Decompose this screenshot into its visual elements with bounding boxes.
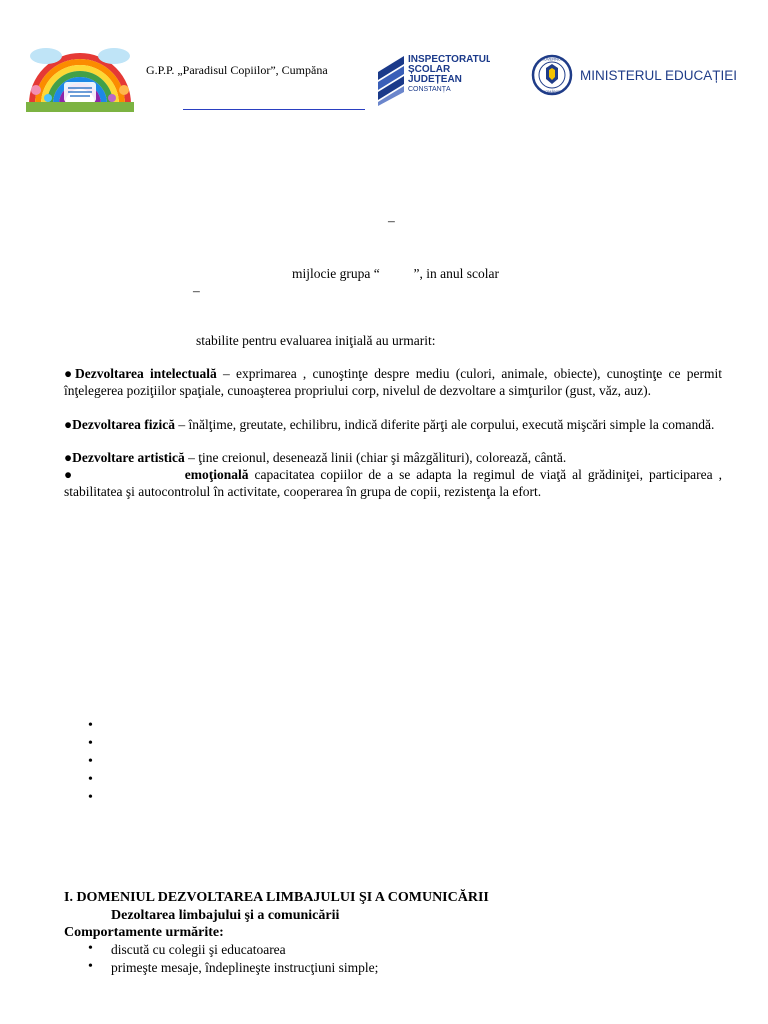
development-item-physical xyxy=(64,416,722,433)
item-title: Dezvoltarea intelectuală xyxy=(75,366,217,381)
bullet: ● xyxy=(64,467,75,482)
behaviors-label: Comportamente urmărite: xyxy=(64,925,224,940)
behavior-item: • primeşte mesaje, îndeplineşte instrucţiuni simple; xyxy=(88,959,688,977)
svg-text:ȘCOLAR: ȘCOLAR xyxy=(408,64,451,75)
bullet: ● xyxy=(64,366,76,381)
empty-bullet xyxy=(88,773,128,791)
bullet: ● xyxy=(64,450,73,465)
svg-text:CONSTANȚA: CONSTANȚA xyxy=(408,86,451,93)
item-title: Dezvoltarea fizică xyxy=(72,417,175,432)
group-line: mijlocie grupa “ ”, in anul scolar xyxy=(292,266,499,281)
item-title: Dezvoltare artistică xyxy=(72,450,185,465)
svg-text:JUDEȚEAN: JUDEȚEAN xyxy=(408,74,462,85)
dash-line-2: – xyxy=(193,283,200,298)
empty-bullet xyxy=(88,791,128,809)
development-item-intellectual xyxy=(64,365,722,399)
evaluation-intro: stabilite pentru evaluarea iniţială au urmarit: xyxy=(196,333,436,348)
empty-bullet xyxy=(88,737,128,755)
development-item-emotional xyxy=(64,466,722,500)
item-text: – ţine creionul, desenează linii (chiar şi mâzgălituri), colorează, cântă. xyxy=(184,450,567,465)
development-item-artistic xyxy=(64,449,722,466)
kindergarten-logo xyxy=(26,42,134,112)
section-subtitle: Dezoltarea limbajului şi a comunicării xyxy=(111,908,340,923)
svg-text:GUVERNUL: GUVERNUL xyxy=(540,56,564,62)
section-title: I. DOMENIUL DEZVOLTAREA LIMBAJULUI ŞI A COMUNICĂRII xyxy=(64,890,489,905)
svg-text:MINISTERUL EDUCAȚIEI: MINISTERUL EDUCAȚIEI xyxy=(580,68,738,83)
blue-link-underline xyxy=(183,109,365,110)
svg-text:INSPECTORATUL: INSPECTORATUL xyxy=(408,54,490,65)
item-text: – înălţime, greutate, echilibru, indică diferite părţi ale corpului, execută mişcări simple la comandă. xyxy=(174,417,715,432)
item-text: capacitatea copiilor de a se adapta la regimul de viaţă al grădiniţei, participarea , stabilitatea şi autocontrolul în activitate, cooperarea în grupa de copii, rezistenţa la efort. xyxy=(64,467,723,499)
dash-line-1: – xyxy=(388,213,395,228)
behaviors-list xyxy=(88,941,688,977)
school-name: G.P.P. „Paradisul Copiilor”, Cumpăna xyxy=(146,63,328,77)
isj-constanta-logo xyxy=(376,50,490,106)
item-title: emoţională xyxy=(184,467,249,482)
item-text: – exprimarea , cunoştinţe despre mediu (culori, animale, obiecte), cunoştinţe ce permit înţelegerea poziţiilor spaţiale, cunoaşterea propriului corp, nivelul de dezvoltare a simţurilor (gust, văz, auz). xyxy=(64,366,722,398)
ministry-logo xyxy=(528,52,738,98)
empty-bullet xyxy=(88,719,128,737)
behavior-item: • discută cu colegii şi educatoarea xyxy=(88,941,688,959)
empty-bullet-list xyxy=(88,719,128,809)
empty-bullet xyxy=(88,755,128,773)
bullet: ● xyxy=(64,417,73,432)
svg-text:ROMÂNIEI: ROMÂNIEI xyxy=(542,89,562,94)
